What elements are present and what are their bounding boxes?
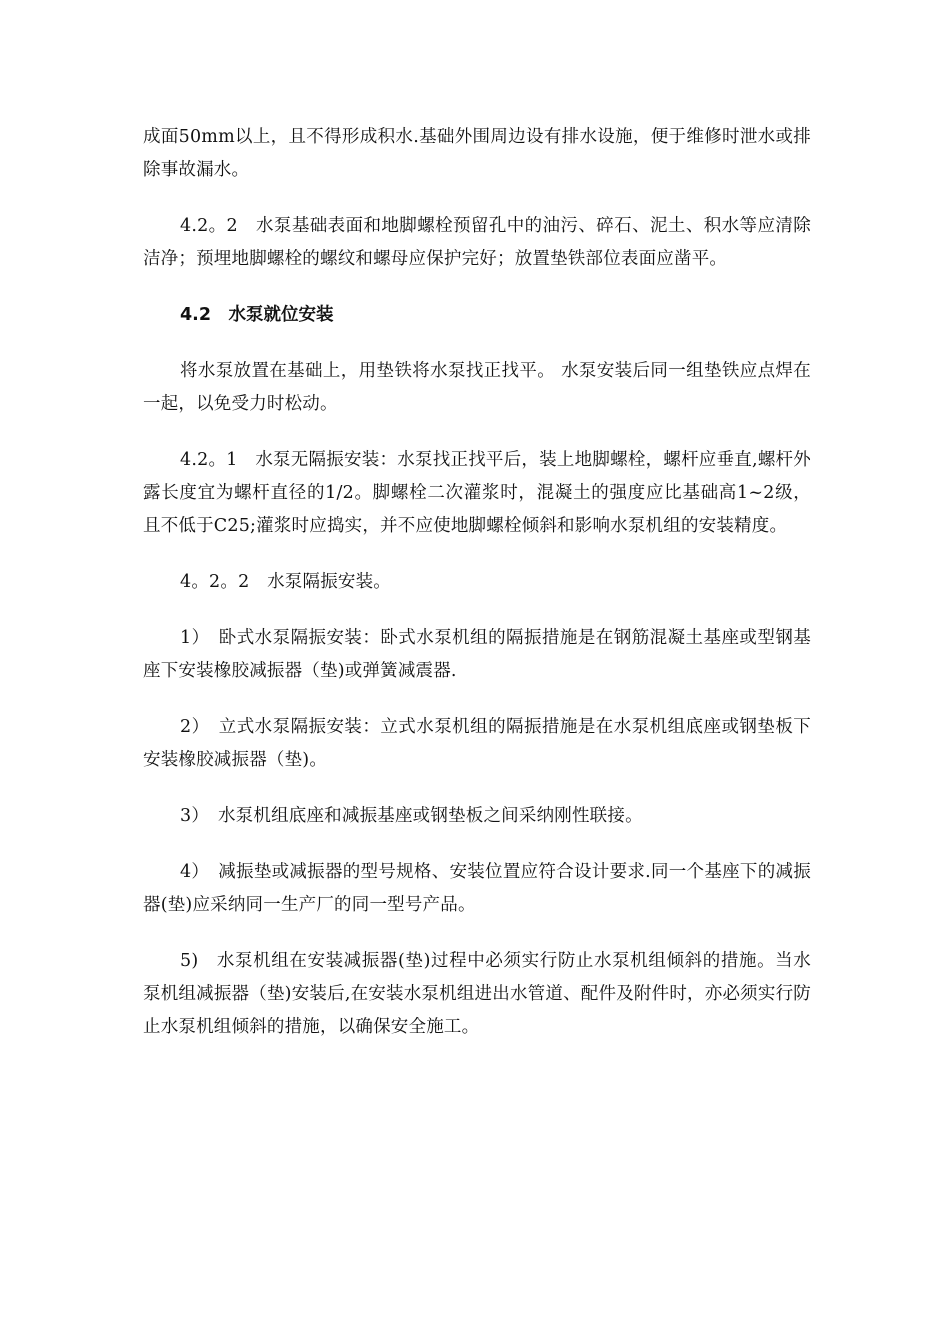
list-item-3-rigid-connection: 3） 水泵机组底座和减振基座或钢垫板之间采纳刚性联接。 [180, 806, 643, 826]
paragraph-foundation-drainage: 成面50mm以上，且不得形成积水.基础外围周边设有排水设施，便于维修时泄水或排除事故漏水。 [143, 127, 811, 180]
list-item-1-horizontal-pump: 1） 卧式水泵隔振安装：卧式水泵机组的隔振措施是在钢筋混凝土基座或型钢基座下安装橡胶减振器（垫)或弹簧减震器. [143, 628, 811, 681]
paragraph-pump-placement: 将水泵放置在基础上，用垫铁将水泵找正找平。 水泵安装后同一组垫铁应点焊在一起，以免受力时松动。 [143, 361, 811, 414]
document-body [143, 121, 811, 1067]
paragraph-4-2-2-foundation-cleaning: 4.2。2 水泵基础表面和地脚螺栓预留孔中的油污、碎石、泥土、积水等应清除洁净；预埋地脚螺栓的螺纹和螺母应保护完好；放置垫铁部位表面应凿平。 [143, 216, 811, 269]
list-item-5-tilt-prevention: 5) 水泵机组在安装减振器(垫)过程中必须实行防止水泵机组倾斜的措施。当水泵机组减振器（垫)安装后,在安装水泵机组进出水管道、配件及附件时，亦必须实行防止水泵机组倾斜的措施，以确保安全施工。 [143, 951, 811, 1037]
list-item-4-damper-spec: 4） 减振垫或减振器的型号规格、安装位置应符合设计要求.同一个基座下的减振器(垫)应采纳同一生产厂的同一型号产品。 [143, 862, 811, 915]
paragraph-4-2-2-isolation: 4。2。2 水泵隔振安装。 [180, 572, 392, 592]
paragraph-4-2-1-no-isolation: 4.2。1 水泵无隔振安装：水泵找正找平后，装上地脚螺栓，螺杆应垂直,螺杆外露长度宜为螺杆直径的1/2。脚螺栓二次灌浆时，混凝土的强度应比基础高1~2级，且不低于C25;灌浆时应捣实，并不应使地脚螺栓倾斜和影响水泵机组的安装精度。 [143, 450, 811, 536]
section-heading-pump-installation: 4.2 水泵就位安装 [180, 305, 334, 325]
list-item-2-vertical-pump: 2） 立式水泵隔振安装：立式水泵机组的隔振措施是在水泵机组底座或钢垫板下安装橡胶减振器（垫)。 [143, 717, 811, 770]
